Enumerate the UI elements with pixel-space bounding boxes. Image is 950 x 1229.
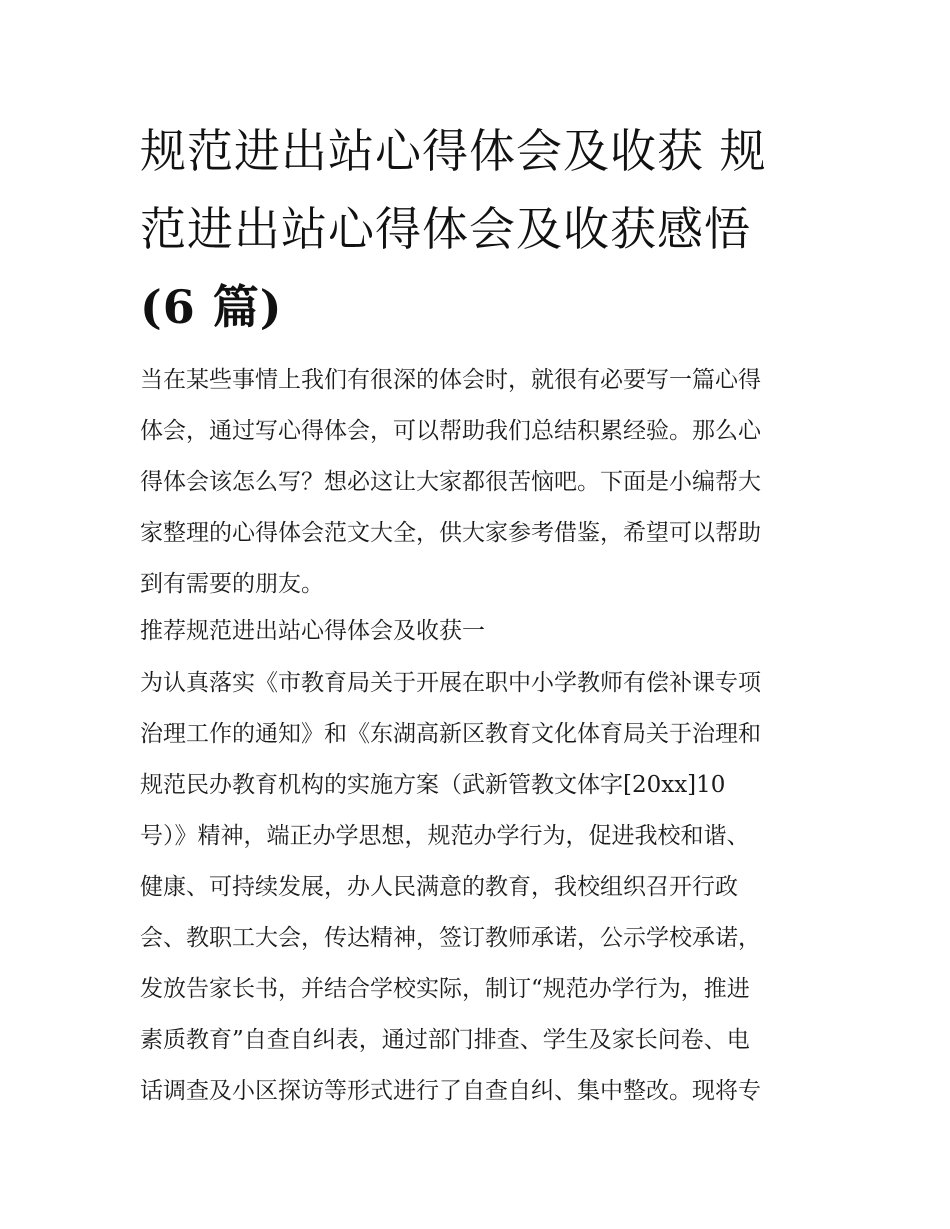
title-line-3: (6 篇) (140, 280, 283, 334)
section-line-8: 素质教育”自查自纠表，通过部门排查、学生及家长问卷、电 (140, 1027, 750, 1053)
section-paragraph (140, 658, 820, 1117)
section-line-2: 治理工作的通知》和《东湖高新区教育文化体育局关于治理和 (140, 721, 761, 747)
section-heading-text: 推荐规范进出站心得体会及收获一 (140, 618, 485, 644)
section-line-1: 为认真落实《市教育局关于开展在职中小学教师有偿补课专项 (140, 670, 761, 696)
section-line-3: 规范民办教育机构的实施方案（武新管教文体字[20xx]10 (140, 772, 726, 798)
section-line-5: 健康、可持续发展，办人民满意的教育，我校组织召开行政 (140, 874, 738, 900)
intro-line-2: 体会，通过写心得体会，可以帮助我们总结积累经验。那么心 (140, 418, 761, 444)
document-title (140, 112, 820, 346)
intro-line-5: 到有需要的朋友。 (140, 571, 324, 597)
intro-paragraph (140, 355, 820, 610)
title-line-2: 范进出站心得体会及收获感悟 (140, 202, 751, 256)
section-line-6: 会、教职工大会，传达精神，签订教师承诺，公示学校承诺， (140, 925, 761, 951)
title-line-1: 规范进出站心得体会及收获 规 (140, 124, 767, 178)
section-line-7: 发放告家长书，并结合学校实际，制订“规范办学行为，推进 (140, 976, 750, 1002)
intro-line-3: 得体会该怎么写？想必这让大家都很苦恼吧。下面是小编帮大 (140, 469, 761, 495)
section-line-4: 号）》精神，端正办学思想，规范办学行为，促进我校和谐、 (140, 823, 750, 849)
section-line-9: 话调查及小区探访等形式进行了自查自纠、集中整改。现将专 (140, 1078, 761, 1104)
intro-line-4: 家整理的心得体会范文大全，供大家参考借鉴，希望可以帮助 (140, 520, 761, 546)
section-heading (140, 608, 820, 654)
intro-line-1: 当在某些事情上我们有很深的体会时，就很有必要写一篇心得 (140, 367, 761, 393)
